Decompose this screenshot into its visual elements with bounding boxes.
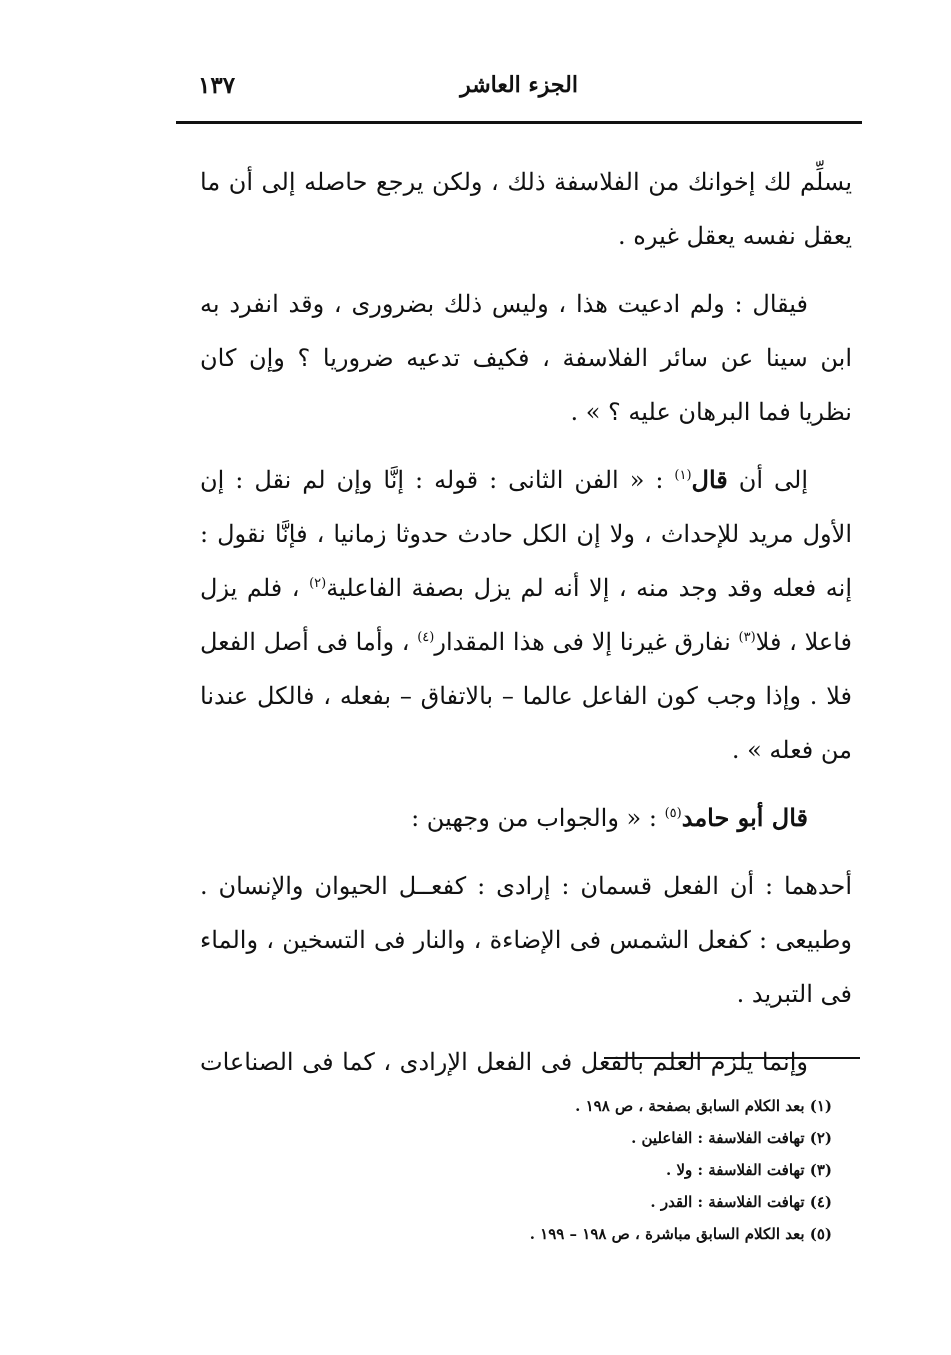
- note-ref-3: (٣): [738, 630, 756, 645]
- note-ref-5: (٥): [664, 806, 682, 821]
- footnotes: [440, 1090, 832, 1250]
- footnote-1: (١) بعد الكلام السابق بصفحة ، ص ١٩٨ .: [575, 1097, 832, 1115]
- quote-segment-3: نفارق غيرنا إلا فى هذا المقدار: [434, 628, 739, 656]
- footnote-5: (٥) بعد الكلام السابق مباشرة ، ص ١٩٨ – ١٩٩ .: [529, 1225, 832, 1243]
- note-ref-1: (١): [674, 468, 692, 483]
- page-header: [176, 72, 862, 110]
- speaker-name: قال أبو حامد: [681, 803, 808, 832]
- paragraph-6: وإنما يلزم العلم بالفعل فى الفعل الإرادى ، كما فى الصناعات: [200, 1048, 808, 1076]
- paragraph-3: [200, 453, 852, 777]
- quote-segment-1: : « الفن الثانى : قوله : إنَّا وإن لم نقل : إن الأول مريد للإحداث ، ولا إن الكل حادث حدوثا زمانيا ، فإنَّا نقول : إنه فعله وقد وجد منه ، إلا أنه لم يزل بصفة الفاعلية: [200, 466, 852, 602]
- paragraph-4: [200, 791, 852, 845]
- lead-text: إلى أن: [738, 466, 808, 494]
- running-title: الجزء العاشر: [460, 72, 578, 98]
- quote-segment-4: ، وأما فى أصل الفعل فلا . وإذا وجب كون الفاعل عالما – بالاتفاق – بفعله ، فالكل عندنا من فعله » .: [200, 628, 852, 764]
- quote-segment-2: ، فلم يزل فاعلا ، فلا: [200, 574, 852, 656]
- paragraph-5: أحدهما : أن الفعل قسمان : إرادى : كفعــل الحيوان والإنسان . وطبيعى : كفعل الشمس فى الإضاءة ، والنار فى التسخين ، والماء فى التبريد .: [200, 872, 852, 1008]
- header-rule: [176, 121, 862, 124]
- body-text: [200, 155, 852, 1103]
- footnote-rule: [604, 1057, 860, 1059]
- note-ref-4: (٤): [417, 630, 435, 645]
- footnote-4: (٤) تهافت الفلاسفة : القدر .: [650, 1193, 832, 1211]
- footnote-2: (٢) تهافت الفلاسفة : الفاعلين .: [631, 1129, 832, 1147]
- page-number: ١٣٧: [198, 72, 236, 99]
- note-ref-2: (٢): [309, 576, 327, 591]
- qal-word: قال: [691, 465, 728, 494]
- paragraph-4-rest: : « والجواب من وجهين :: [411, 804, 665, 832]
- paragraph-1: يسلِّم لك إخوانك من الفلاسفة ذلك ، ولكن يرجع حاصله إلى أن ما يعقل نفسه يعقل غيره .: [200, 168, 852, 250]
- footnote-3: (٣) تهافت الفلاسفة : ولا .: [666, 1161, 832, 1179]
- paragraph-2: فيقال : ولم ادعيت هذا ، وليس ذلك بضرورى ، وقد انفرد به ابن سينا عن سائر الفلاسفة ، فكيف تدعيه ضروريا ؟ وإن كان نظريا فما البرهان عليه ؟ » .: [200, 290, 852, 426]
